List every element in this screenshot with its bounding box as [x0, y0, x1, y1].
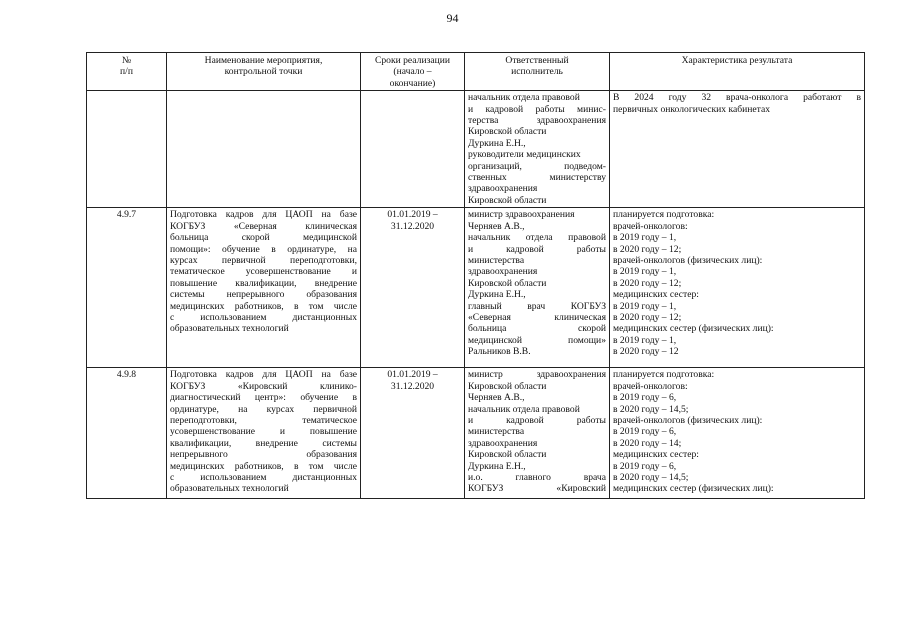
cell-line: 01.01.2019 – — [387, 209, 438, 221]
cell-line: в 2020 году – 12; — [613, 243, 682, 255]
cell-line: в 2019 году – 6, — [613, 392, 677, 404]
cell-line: врачей-онкологов: — [613, 380, 688, 392]
cell-result — [610, 368, 865, 499]
cell-line: министр здравоохранения — [468, 369, 606, 381]
cell-line: медицинских работников, в том числе — [170, 460, 357, 472]
cell-line: Кировской области — [468, 449, 547, 461]
cell-line: тематическое усовершенствование и — [170, 266, 357, 278]
cell-line: Кировской области — [468, 277, 547, 289]
cell-line: Подготовка кадров для ЦАОП на базе — [170, 369, 357, 381]
cell-line: КОГБУЗ «Кировский — [468, 483, 606, 495]
cell-line: врачей-онкологов: — [613, 220, 688, 232]
table-row — [87, 91, 865, 208]
cell-line: Подготовка кадров для ЦАОП на базе — [170, 209, 357, 221]
cell-line: ординатуре, на курсах первичной — [170, 403, 357, 415]
cell-line: начальник отдела правовой — [468, 92, 580, 104]
cell-line: 31.12.2020 — [390, 380, 435, 392]
cell-line: и кадровой работы — [468, 243, 606, 255]
cell-line: 31.12.2020 — [390, 220, 435, 232]
cell-line: планируется подготовка: — [613, 369, 715, 381]
cell-line: образовательных технологий — [170, 483, 289, 495]
table-row — [87, 208, 865, 368]
cell-name — [167, 368, 361, 499]
cell-line: в 2020 году – 12; — [613, 277, 682, 289]
measures-table — [86, 52, 865, 499]
cell-line: в 2019 году – 1, — [613, 300, 677, 312]
cell-line: главный врач КОГБУЗ — [468, 300, 606, 312]
cell-line: непрерывного образования — [170, 449, 357, 461]
cell-line: системы непрерывного образования — [170, 289, 357, 301]
cell-line: с использованием дистанционных — [170, 311, 357, 323]
table-header-row — [87, 53, 865, 91]
page-number: 94 — [446, 11, 459, 25]
cell-line: Дуркина Е.Н., — [468, 460, 526, 472]
cell-line: больница скорой медицинской — [170, 232, 357, 244]
cell-dates — [361, 91, 465, 208]
cell-line: Дуркина Е.Н., — [468, 137, 526, 149]
cell-line: здравоохранения — [468, 183, 538, 195]
cell-line: в 2019 году – 1, — [613, 266, 677, 278]
cell-line: в 2020 году – 12 — [613, 346, 679, 358]
header-name: Наименование мероприятия, контрольной точки — [167, 53, 361, 91]
cell-line: первичных онкологических кабинетах — [613, 103, 770, 115]
cell-line: усовершенствование и повышение — [170, 426, 357, 438]
cell-line: медицинских сестер (физических лиц): — [613, 323, 774, 335]
cell-line: врачей-онкологов (физических лиц): — [613, 414, 763, 426]
cell-line: переподготовки, тематическое — [170, 414, 357, 426]
cell-line: помощи»: обучение в ординатуре, на — [170, 243, 357, 255]
cell-line: медицинской помощи» — [468, 334, 606, 346]
cell-line: в 2019 году – 1, — [613, 232, 677, 244]
cell-num: 4.9.7 — [87, 208, 167, 368]
cell-line: больница скорой — [468, 323, 606, 335]
cell-line: курсах первичной переподготовки, — [170, 254, 357, 266]
cell-line: медицинских сестер: — [613, 289, 699, 301]
cell-line: образовательных технологий — [170, 323, 289, 335]
cell-line: в 2020 году – 14,5; — [613, 403, 689, 415]
cell-line: Дуркина Е.Н., — [468, 289, 526, 301]
cell-line: министр здравоохранения — [468, 209, 575, 221]
cell-line: 01.01.2019 – — [387, 369, 438, 381]
cell-line: и.о. главного врача — [468, 471, 606, 483]
cell-line: диагностический центр»: обучение в — [170, 392, 357, 404]
cell-num — [87, 91, 167, 208]
cell-line: КОГБУЗ «Кировский клинико- — [170, 380, 357, 392]
cell-line: В 2024 году 32 врача-онколога работают в — [613, 92, 861, 104]
cell-name — [167, 91, 361, 208]
cell-line: врачей-онкологов (физических лиц): — [613, 254, 763, 266]
header-dates: Сроки реализации (начало – окончание) — [361, 53, 465, 91]
cell-line: в 2019 году – 6, — [613, 460, 677, 472]
cell-responsible — [465, 368, 610, 499]
cell-line: в 2019 году – 1, — [613, 334, 677, 346]
cell-line: в 2019 году – 6, — [613, 426, 677, 438]
header-num: № п/п — [87, 53, 167, 91]
cell-dates — [361, 208, 465, 368]
cell-line: здравоохранения — [468, 437, 538, 449]
cell-name — [167, 208, 361, 368]
cell-line: Ральников В.В. — [468, 346, 531, 358]
cell-num: 4.9.8 — [87, 368, 167, 499]
cell-line: медицинских сестер (физических лиц): — [613, 483, 774, 495]
cell-responsible — [465, 208, 610, 368]
table-row — [87, 368, 865, 499]
cell-line: квалификации, внедрение системы — [170, 437, 357, 449]
cell-line: начальник отдела правовой — [468, 232, 606, 244]
cell-line: ственных министерству — [468, 172, 606, 184]
cell-line: медицинских сестер: — [613, 449, 699, 461]
cell-line: Кировской области — [468, 126, 547, 138]
cell-line: руководители медицинских — [468, 149, 581, 161]
cell-line: КОГБУЗ «Северная клиническая — [170, 220, 357, 232]
cell-line: Кировской области — [468, 194, 547, 206]
cell-line: в 2020 году – 12; — [613, 311, 682, 323]
cell-line: и кадровой работы минис- — [468, 103, 606, 115]
cell-line: в 2020 году – 14; — [613, 437, 682, 449]
cell-responsible — [465, 91, 610, 208]
header-result: Характеристика результата — [610, 53, 865, 91]
cell-line: повышение квалификации, внедрение — [170, 277, 357, 289]
cell-line: начальник отдела правовой — [468, 403, 580, 415]
cell-line: министерства — [468, 426, 525, 438]
cell-line: в 2020 году – 14,5; — [613, 471, 689, 483]
cell-line: терства здравоохранения — [468, 115, 606, 127]
cell-dates — [361, 368, 465, 499]
header-responsible: Ответственный исполнитель — [465, 53, 610, 91]
cell-result — [610, 208, 865, 368]
cell-line: Черняев А.В., — [468, 220, 525, 232]
cell-line: «Северная клиническая — [468, 311, 606, 323]
cell-line: организаций, подведом- — [468, 160, 606, 172]
cell-line: медицинских работников, в том числе — [170, 300, 357, 312]
cell-line: здравоохранения — [468, 266, 538, 278]
cell-line: планируется подготовка: — [613, 209, 715, 221]
cell-line: Черняев А.В., — [468, 392, 525, 404]
cell-line: Кировской области — [468, 380, 547, 392]
cell-line: министерства — [468, 254, 525, 266]
cell-line: с использованием дистанционных — [170, 471, 357, 483]
cell-line: и кадровой работы — [468, 414, 606, 426]
cell-result — [610, 91, 865, 208]
